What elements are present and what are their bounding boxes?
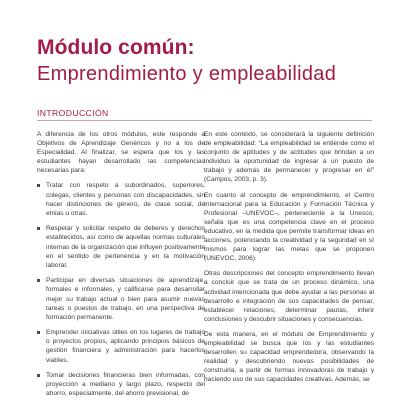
- body-paragraph: Otras descripciones del concepto emprendimiento llevan a concluir que se trata de un proceso dinámico, una actividad intencionada que debe ayudar a las personas al desarrollo e integración de sus capacidades de pensar, establecer relaciones, determinar pautas, inferir conclusiones y descubrir situaciones y consecuencias.: [204, 270, 374, 323]
- left-column: [37, 130, 205, 405]
- body-paragraph: En este contexto, se considerará la siguiente definición de empleabilidad: “La empleabilidad se entiende como el conjunto de aptitudes y de actitudes que brindan a un individuo la oportunidad de ingresar a un puesto de trabajo y además de permanecer y progresar en él” (Campos, 2003, p. 3).: [204, 131, 374, 184]
- section-heading: INTRODUCCIÓN: [37, 108, 109, 118]
- title-block: [37, 36, 377, 86]
- competency-item: Respetar y solicitar respeto de deberes y derechos establecidos, así como de aquellas normas culturales internas de la organización que influyen positivamente en el sentido de pertenencia y en la motivación laboral.: [37, 224, 205, 269]
- competency-list: [37, 181, 205, 398]
- competency-item: Tomar decisiones financieras bien informadas, con proyección a mediano y largo plazo, respecto del ahorro, especialmente, del ahorro previsional, de: [37, 371, 205, 398]
- module-title: Módulo común:: [37, 36, 195, 59]
- intro-paragraph: A diferencia de los otros módulos, este responde a Objetivos de Aprendizaje Genéricos y no a los de Especialidad. Al finalizar, se espera que los y las estudiantes hayan desarrollado las competencias necesarias para:: [37, 131, 205, 175]
- right-column: [204, 130, 374, 390]
- body-paragraph: En cuanto al concepto de emprendimiento, el Centro Internacional para la Educación y Formación Técnica y Profesional –UNEVOC–, perteneciente a la Unesco, señala que es una competencia clave en el proceso educativo, en la medida que permite transformar ideas en acciones, potenciando la creatividad y la seguridad en sí mismos para lograr las metas que se proponen (UNEVOC, 2006).: [204, 191, 374, 263]
- competency-item: Emprender iniciativas útiles en los lugares de trabajo o proyectos propios, aplicando principios básicos de gestión financiera y administración para hacerlos viables.: [37, 328, 205, 364]
- body-paragraph: De esta manera, en el módulo de Emprendimiento y empleabilidad se busca que los y las estudiantes desarrollen su capacidad emprendedora, observando la realidad y descubriendo nuevas posibilidades de construirla, a partir de formas innovadoras de trabajo y haciendo uso de sus capacidades creativas. Además, se: [204, 330, 374, 384]
- competency-item: Tratar con respeto a subordinados, superiores, colegas, clientes y personas con discapacidades, sin hacer distinciones de género, de clase social, de etnias u otras.: [37, 181, 205, 217]
- competency-item: Participar en diversas situaciones de aprendizaje, formales e informales, y calificarse para desarrollar mejor su trabajo actual o bien para asumir nuevas tareas o puestos de trabajo, en una perspectiva de formación permanente.: [37, 276, 205, 321]
- section-divider: [37, 120, 372, 121]
- module-subtitle: Emprendimiento y empleabilidad: [37, 63, 337, 85]
